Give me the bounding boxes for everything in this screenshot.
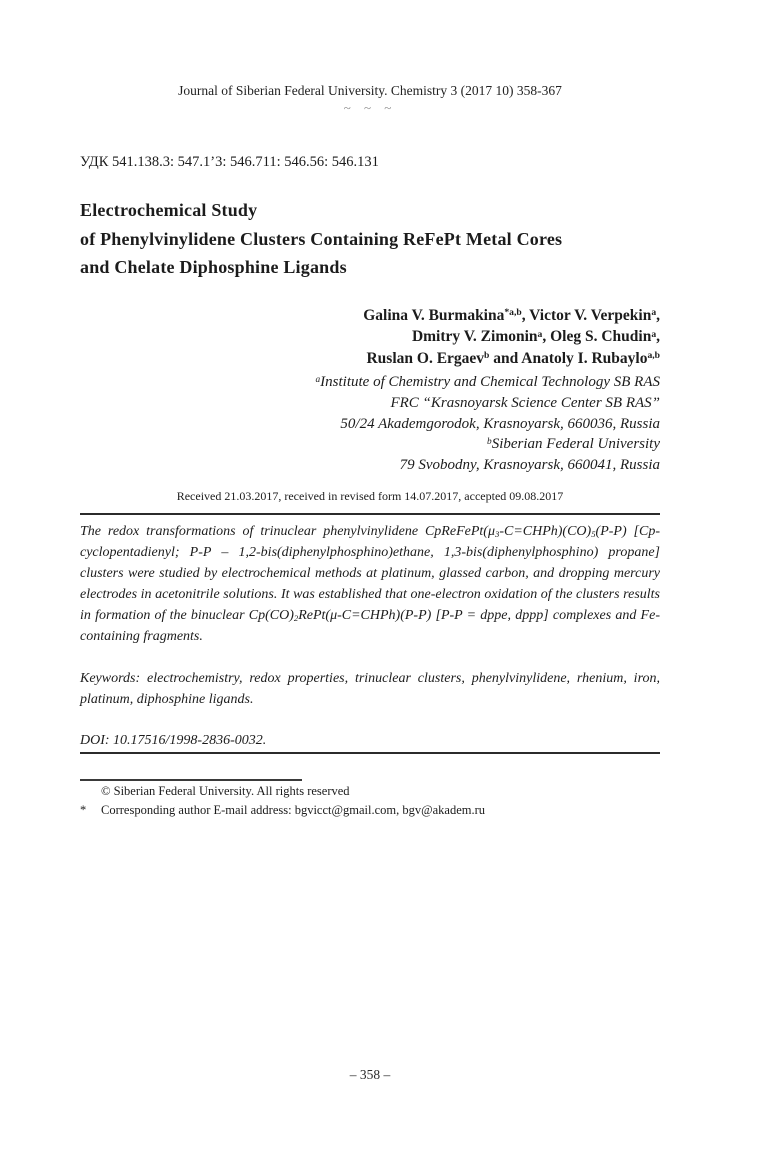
received-dates: Received 21.03.2017, received in revised form 14.07.2017, accepted 09.08.2017 [176, 488, 564, 503]
doi-text: DOI: 10.17516/1998-2836-0032. [80, 732, 267, 748]
paper-page [0, 84, 760, 1164]
affiliation-line-5: 79 Svobodny, Krasnoyarsk, 660041, Russia [399, 457, 660, 474]
footnote-asterisk: * [80, 802, 87, 817]
page-content [0, 84, 760, 819]
copyright-text: © Siberian Federal University. All rights reserved [101, 783, 350, 798]
author-line-3: Ruslan O. Ergaev$^b$ and Anatoly I. Rubaylo$^{a,b}$ [366, 349, 660, 367]
affiliation-line-4: $^b$Siberian Federal University [487, 436, 660, 453]
journal-header: Journal of Siberian Federal University. Chemistry 3 (2017 10) 358-367 [178, 83, 562, 98]
corresponding-author-note [80, 802, 660, 819]
title-line-1: Electrochemical Study [80, 200, 258, 220]
affiliation-line-1: $^a$Institute of Chemistry and Chemical Technology SB RAS [315, 374, 660, 390]
article-title [80, 196, 660, 282]
author-list [80, 305, 660, 370]
abstract-bottom-divider [80, 752, 660, 754]
title-line-2: of Phenylvinylidene Clusters Containing ReFePt Metal Cores [80, 228, 563, 249]
udc-code: УДК 541.138.3: 547.1’3: 546.711: 546.56: 546.131 [80, 154, 379, 170]
abstract-top-divider [80, 513, 660, 515]
affiliation-line-2: FRC “Krasnoyarsk Science Center SB RAS” [390, 394, 660, 411]
keywords-text: Keywords: electrochemistry, redox properties, trinuclear clusters, phenylvinylidene, rhenium, iron, platinum, diphosphine ligands. [80, 670, 660, 707]
corresponding-author-text: Corresponding author E-mail address: bgvicct@gmail.com, bgv@akadem.ru [101, 802, 486, 817]
footnote-block [80, 779, 660, 819]
page-number: – 358 – [349, 1067, 391, 1082]
author-line-1: Galina V. Burmakina$^{*a,b}$, Victor V. Verpekin$^a$, [363, 306, 660, 324]
abstract-text: The redox transformations of trinuclear phenylvinylidene $CpReFePt(\mu_3-C=CHPh)(CO)_5(P-P)$ [Cp- cyclopentadienyl; P-P – 1,2-bis(diphenylphosphino)ethane, 1,3-bis(diphenylphosphino) propane] clusters were studied by electrochemical methods at platinum, glassed carbon, and dropping mercury electrodes in acetonitrile solutions. It was established that one-electron oxidation of the clusters results in formation of the binuclear $Cp(CO)_2RePt(\mu-C=CHPh)(P-P) [P-P$ = dppe, dppp] complexes and Fe-containing fragments. [80, 523, 660, 644]
affiliation-line-3: 50/24 Akademgorodok, Krasnoyarsk, 660036, Russia [340, 415, 660, 432]
affiliation-list [80, 372, 660, 476]
tilde-separator: ~ ~ ~ [343, 100, 397, 115]
footnote-rule [80, 779, 302, 781]
author-line-2: Dmitry V. Zimonin$^a$, Oleg S. Chudin$^a$, [411, 328, 660, 345]
title-line-3: and Chelate Diphosphine Ligands [80, 257, 347, 277]
copyright-note [80, 783, 660, 800]
